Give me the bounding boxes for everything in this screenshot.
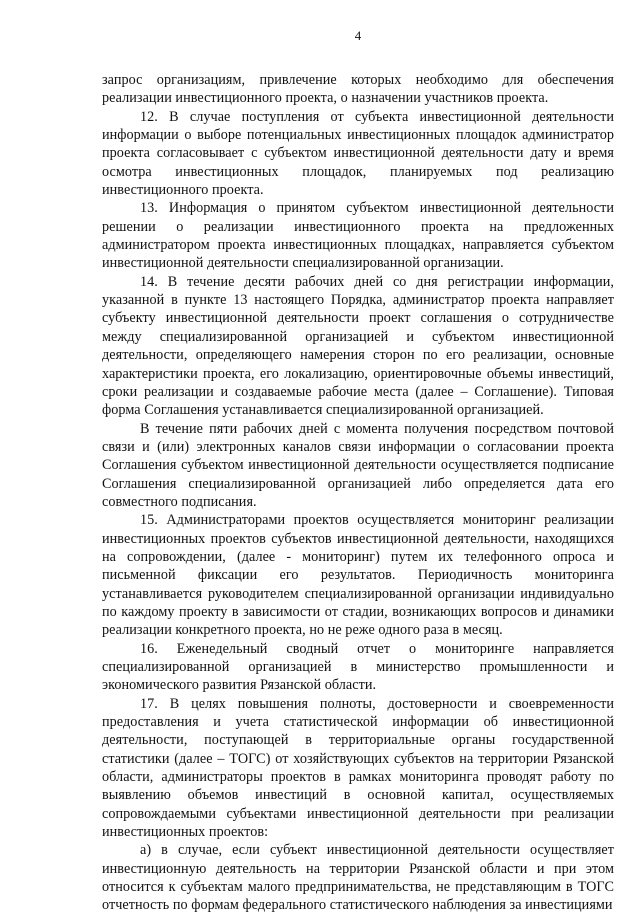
- paragraph-17-a: а) в случае, если субъект инвестиционной деятельности осуществляет инвестиционную деятельность на территории Рязанской области и при этом относится к субъектам малого предпринимательства, не представляющим в ТОГС отчетность по формам федерального статистического наблюдения за инвестициями: [102, 842, 614, 914]
- paragraph-12: 12. В случае поступления от субъекта инвестиционной деятельности информации о выборе потенциальных инвестиционных площадок администратор проекта согласовывает с субъектом инвестиционной деятельности дату и время осмотра инвестиционных площадок, планируемых под реализацию инвестиционного проекта.: [102, 108, 614, 199]
- document-body: [102, 71, 614, 915]
- paragraph-17: 17. В целях повышения полноты, достоверности и своевременности предоставления и учета статистической информации об инвестиционной деятельности, поступающей в территориальные органы государственной статистики (далее – ТОГС) от хозяйствующих субъектов на территории Рязанской области, администраторы проектов в рамках мониторинга проводят работу по выявлению объемов инвестиций в основной капитал, осуществляемых сопровождаемыми субъектами инвестиционной деятельности при реализации инвестиционных проектов:: [102, 695, 614, 841]
- page-number: 4: [354, 28, 362, 43]
- paragraph-14: 14. В течение десяти рабочих дней со дня регистрации информации, указанной в пункте 13 настоящего Порядка, администратор проекта направляет субъекту инвестиционной деятельности проект соглашения о сотрудничестве между специализированной организацией и субъектом инвестиционной деятельности, определяющего намерения сторон по его реализации, основные характеристики проекта, его локализацию, ориентировочные объемы инвестиций, сроки реализации и создаваемые рабочие места (далее – Соглашение). Типовая форма Соглашения устанавливается специализированной организацией.: [102, 273, 614, 419]
- paragraph-13: 13. Информация о принятом субъектом инвестиционной деятельности решении о реализации инвестиционного проекта на предложенных администратором проекта инвестиционных площадках, направляется субъектом инвестиционной деятельности специализированной организации.: [102, 200, 614, 272]
- paragraph-14-continued: В течение пяти рабочих дней с момента получения посредством почтовой связи и (или) электронных каналов связи информации о согласовании проекта Соглашения субъектом инвестиционной деятельности осуществляется подписание Соглашения специализированной организацией либо определяется дата его совместного подписания.: [102, 420, 614, 510]
- paragraph-15: 15. Администраторами проектов осуществляется мониторинг реализации инвестиционных проектов субъектов инвестиционной деятельности, находящихся на сопровождении, (далее - мониторинг) путем их телефонного опроса и письменной фиксации его результатов. Периодичность мониторинга устанавливается руководителем специализированной организации индивидуально по каждому проекту в зависимости от стадии, возникающих вопросов и динамики реализации конкретного проекта, но не реже одного раза в месяц.: [102, 512, 614, 639]
- paragraph-continuation: запрос организациям, привлечение которых необходимо для обеспечения реализации инвестиционного проекта, о назначении участников проекта.: [102, 72, 614, 107]
- paragraph-16: 16. Еженедельный сводный отчет о мониторинге направляется специализированной организацией в министерство промышленности и экономического развития Рязанской области.: [102, 640, 614, 694]
